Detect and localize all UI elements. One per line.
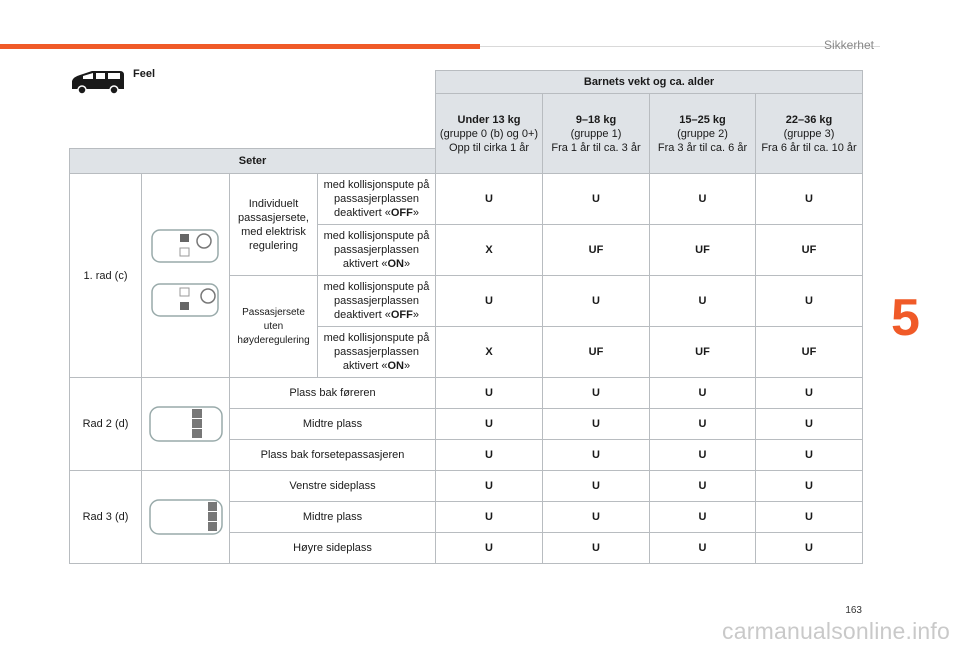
third-row-diagram — [142, 471, 230, 564]
age: Opp til cirka 1 år — [448, 141, 530, 154]
chapter-number: 5 — [891, 289, 920, 347]
group: (gruppe 3) — [783, 127, 835, 140]
table-cell: U — [650, 502, 756, 533]
weight-column-1 — [436, 94, 543, 174]
table-cell: U — [543, 533, 650, 564]
table-cell: U — [756, 533, 863, 564]
front-row-diagram — [142, 174, 230, 378]
table-cell: U — [543, 440, 650, 471]
airbag-off-condition: med kollisjonspute på passasjerplassen deaktivert «OFF» — [318, 174, 436, 225]
table-cell: U — [650, 378, 756, 409]
table-cell: U — [543, 378, 650, 409]
table-cell: U — [543, 409, 650, 440]
section-title: Sikkerhet — [823, 38, 874, 52]
seat-position: Plass bak forsetepassasjeren — [230, 440, 436, 471]
table-cell: X — [436, 327, 543, 378]
table-cell: UF — [650, 327, 756, 378]
car-second-row-icon — [146, 403, 226, 445]
adjustable-seat-label: Individuelt passasjersete, med elektrisk regulering — [230, 174, 318, 276]
table-cell: U — [756, 440, 863, 471]
table-cell: U — [650, 409, 756, 440]
child-seat-table — [69, 70, 863, 564]
table-cell: U — [543, 471, 650, 502]
table-cell: U — [650, 533, 756, 564]
table-cell: U — [650, 276, 756, 327]
table-cell: U — [756, 378, 863, 409]
table-cell: U — [756, 502, 863, 533]
table-cell: U — [436, 471, 543, 502]
airbag-on-condition: med kollisjonspute på passasjerplassen aktivert «ON» — [318, 225, 436, 276]
group: (gruppe 1) — [570, 127, 622, 140]
seat-position: Midtre plass — [230, 409, 436, 440]
table-cell: UF — [650, 225, 756, 276]
table-cell: U — [650, 471, 756, 502]
age-group-header: Barnets vekt og ca. alder — [436, 71, 863, 94]
table-cell: U — [756, 174, 863, 225]
table-cell: U — [436, 440, 543, 471]
header-rule — [480, 46, 880, 47]
page-number: 163 — [845, 605, 862, 616]
table-cell: U — [543, 174, 650, 225]
table-cell: U — [436, 378, 543, 409]
group: (gruppe 0 (b) og 0+) — [439, 127, 539, 140]
age: Fra 1 år til ca. 3 år — [551, 141, 641, 154]
table-cell: UF — [543, 225, 650, 276]
weight-column-3 — [650, 94, 756, 174]
vehicle-label: Feel — [133, 68, 156, 80]
table-cell: U — [436, 533, 543, 564]
table-cell: U — [543, 502, 650, 533]
table-cell: X — [436, 225, 543, 276]
header-accent-bar — [0, 44, 480, 49]
car-front-seat-icon — [146, 226, 226, 326]
group: (gruppe 2) — [677, 127, 728, 140]
weight: 9–18 kg — [575, 113, 617, 126]
table-cell: UF — [756, 327, 863, 378]
seat-position: Høyre sideplass — [230, 533, 436, 564]
seat-position: Venstre sideplass — [230, 471, 436, 502]
seat-position: Plass bak føreren — [230, 378, 436, 409]
weight-column-4 — [756, 94, 863, 174]
weight: 15–25 kg — [679, 113, 726, 126]
table-cell: U — [436, 502, 543, 533]
watermark: carmanualsonline.info — [722, 618, 950, 644]
table-cell: U — [543, 276, 650, 327]
table-cell: U — [756, 276, 863, 327]
age: Fra 3 år til ca. 6 år — [657, 141, 748, 154]
second-row-diagram — [142, 378, 230, 471]
seats-header: Seter — [70, 149, 436, 174]
table-cell: U — [650, 440, 756, 471]
table-cell: U — [436, 276, 543, 327]
seat-position: Midtre plass — [230, 502, 436, 533]
table-cell: UF — [756, 225, 863, 276]
age: Fra 6 år til ca. 10 år — [761, 141, 857, 154]
table-cell: U — [756, 471, 863, 502]
table-cell: UF — [543, 327, 650, 378]
table-cell: U — [436, 409, 543, 440]
fixed-seat-label: Passasjersete uten høyderegulering — [230, 276, 318, 378]
airbag-on-condition: med kollisjonspute på passasjerplassen aktivert «ON» — [318, 327, 436, 378]
weight: Under 13 kg — [457, 113, 521, 126]
car-third-row-icon — [146, 496, 226, 538]
table-cell: U — [756, 409, 863, 440]
row-label: 1. rad (c) — [70, 174, 142, 378]
airbag-off-condition: med kollisjonspute på passasjerplassen deaktivert «OFF» — [318, 276, 436, 327]
table-cell: U — [650, 174, 756, 225]
row-label: Rad 3 (d) — [70, 471, 142, 564]
weight-column-2 — [543, 94, 650, 174]
table-cell: U — [436, 174, 543, 225]
row-label: Rad 2 (d) — [70, 378, 142, 471]
weight: 22–36 kg — [785, 113, 833, 126]
